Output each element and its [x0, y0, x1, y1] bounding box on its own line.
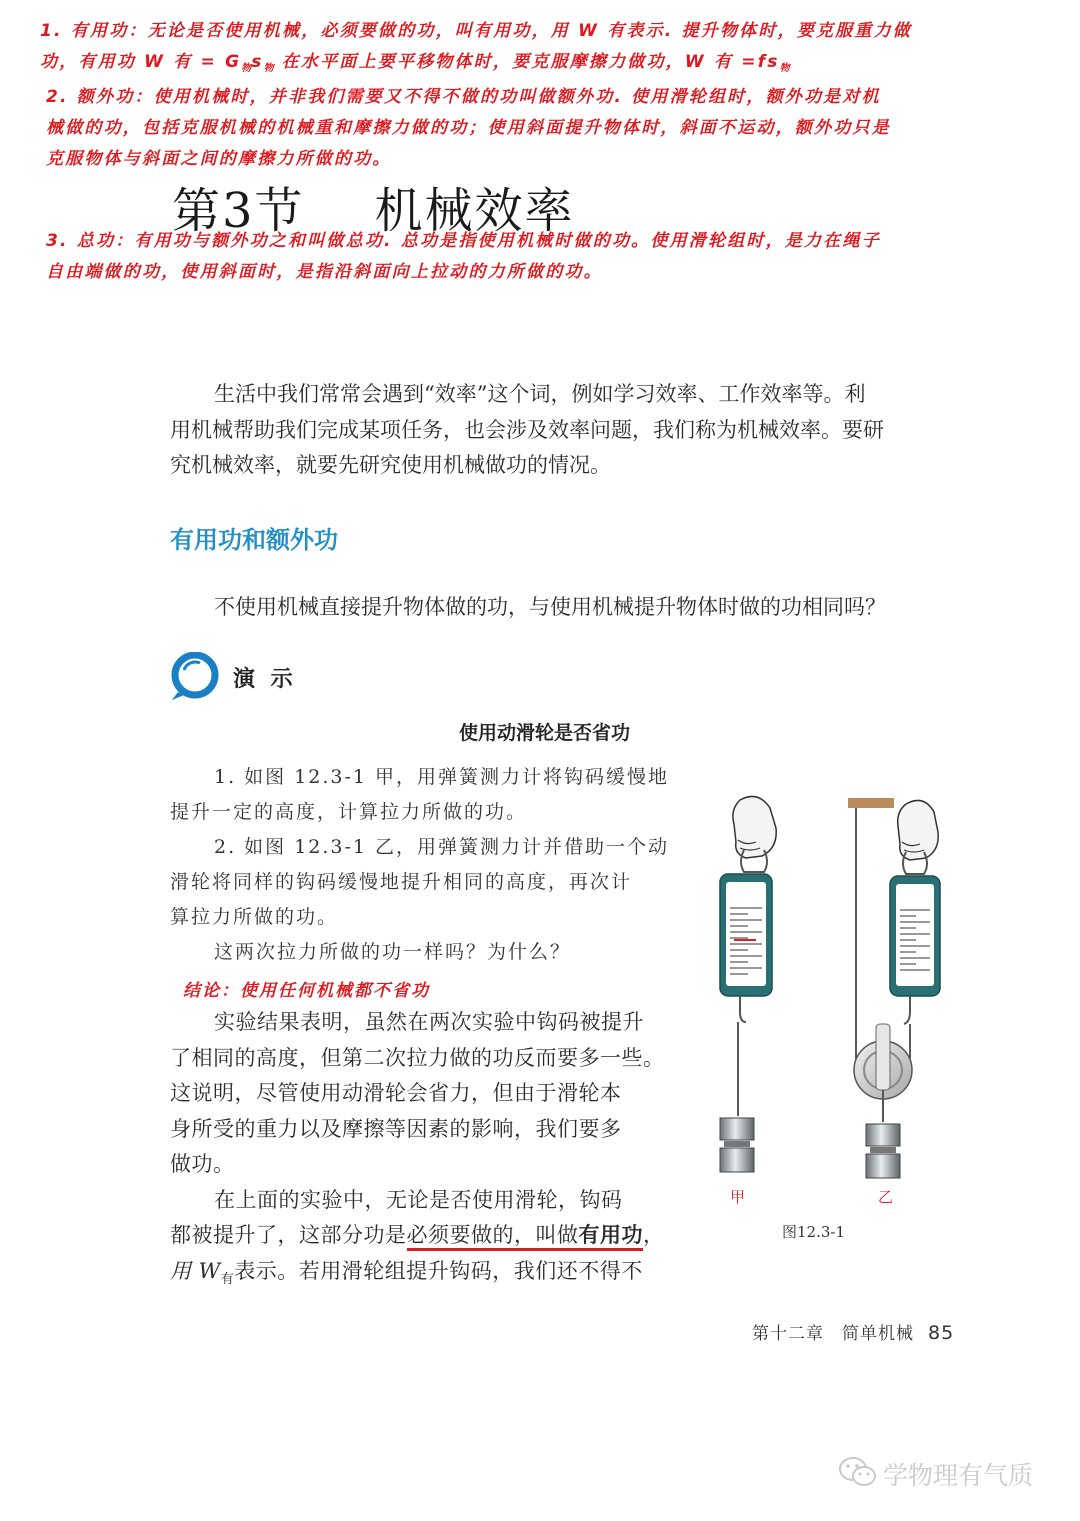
- body-paragraph: [170, 1005, 665, 1297]
- text-line: 用 $W_有$表示。若用滑轮组提升钩码，我们还不得不: [170, 1258, 643, 1287]
- text-line: 都被提升了，这部分功是必须要做的，叫做有用功，: [170, 1218, 665, 1254]
- figure-caption: 图12.3-1: [782, 1223, 846, 1241]
- annotation-line: 自由端做的功，使用斜面时，是指沿斜面向上拉动的力所做的功。: [46, 262, 603, 282]
- annotation-extra-work: [46, 82, 891, 175]
- annotation-line: 3. 总功：有用功与额外功之和叫做总功. 总功是指使用机械时做的功。使用滑轮组时，是力在绳子: [46, 231, 881, 251]
- annotation-line: 械做的功，包括克服机械的机械重和摩擦力做的功；使用斜面提升物体时，斜面不运动，额外功只是: [46, 118, 891, 138]
- page-footer: [752, 1319, 954, 1344]
- subscript: 有: [220, 1271, 235, 1287]
- chapter-name: 第十二章 简单机械: [752, 1324, 914, 1344]
- figure-label-left: 甲: [730, 1188, 746, 1206]
- figure-illustration: [700, 790, 960, 1190]
- figure-label-right: 乙: [878, 1188, 894, 1206]
- step-line: 1. 如图 12.3-1 甲，用弹簧测力计将钩码缓慢地: [214, 766, 670, 788]
- annotation-total-work: [46, 226, 881, 288]
- text-line: 做功。: [170, 1152, 235, 1176]
- annotation-conclusion: 结论：使用任何机械都不省功: [183, 981, 430, 1001]
- subscript: 物: [241, 63, 252, 74]
- text-line: 了相同的高度，但第二次拉力做的功反而要多一些。: [170, 1045, 665, 1070]
- annotation-line: 克服物体与斜面之间的摩擦力所做的功。: [46, 149, 392, 169]
- step-line: 算拉力所做的功。: [170, 906, 339, 928]
- annotation-useful-work: [40, 16, 912, 84]
- text-line: 在上面的实验中，无论是否使用滑轮，钩码: [214, 1187, 623, 1212]
- text-line: 这说明，尽管使用动滑轮会省力，但由于滑轮本: [170, 1081, 622, 1105]
- formula-text: s: [251, 52, 264, 72]
- text-line: 生活中我们常常会遇到“效率”这个词，例如学习效率、工作效率等。利: [214, 382, 866, 406]
- intro-paragraph: [170, 377, 884, 484]
- watermark-text: 学物理有气质: [883, 1461, 1034, 1490]
- demo-title: 使用动滑轮是否省功: [459, 722, 631, 744]
- step-line: 这两次拉力所做的功一样吗？为什么？: [214, 941, 572, 963]
- subscript: 物: [263, 63, 274, 74]
- formula-text: 功，有用功 W 有 = G: [40, 52, 242, 72]
- step-line: 滑轮将同样的钩码缓慢地提升相同的高度，再次计: [170, 871, 633, 893]
- text-line: 究机械效率，就要先研究使用机械做功的情况。: [170, 453, 611, 477]
- step-line: 2. 如图 12.3-1 乙，用弹簧测力计并借助一个动: [214, 836, 670, 858]
- underlined-phrase: 必须要做的，叫做有用功: [407, 1223, 644, 1251]
- setup-right: [848, 798, 940, 1178]
- formula-text: 在水平面上要平移物体时，要克服摩擦力做功，W 有 =fs: [273, 52, 780, 72]
- hand-icon: [733, 796, 776, 858]
- subsection-title: 有用功和额外功: [170, 526, 338, 554]
- subscript: 物: [779, 63, 790, 74]
- section-name: 机械效率: [374, 183, 575, 239]
- term-useful-work: 有用功: [578, 1223, 643, 1247]
- demo-magnifier-icon: [170, 652, 224, 702]
- pulley-icon: [854, 1024, 912, 1099]
- hand-icon: [898, 800, 939, 860]
- step-line: 提升一定的高度，计算拉力所做的功。: [170, 801, 528, 823]
- setup-left: [720, 796, 776, 1172]
- section-number: 第3节: [172, 183, 305, 239]
- text-line: 身所受的重力以及摩擦等因素的影响，我们要多: [170, 1116, 622, 1141]
- annotation-line: [40, 47, 912, 84]
- annotation-line: 1. 有用功：无论是否使用机械，必须要做的功，叫有用功，用 W 有表示. 提升物体时，要克服重力做: [40, 21, 912, 41]
- page-number: 85: [928, 1322, 955, 1344]
- text-line: 实验结果表明，虽然在两次实验中钩码被提升: [214, 1010, 644, 1034]
- demo-label: 演 示: [233, 667, 297, 692]
- wechat-icon: [838, 1455, 878, 1489]
- demo-steps: [170, 760, 669, 970]
- text-line: 用机械帮助我们完成某项任务，也会涉及效率问题，我们称为机械效率。要研: [170, 417, 884, 442]
- question-text: 不使用机械直接提升物体做的功，与使用机械提升物体时做的功相同吗？: [214, 595, 886, 619]
- annotation-line: 2. 额外功：使用机械时，并非我们需要又不得不做的功叫做额外功. 使用滑轮组时，额外功是对机: [46, 87, 881, 107]
